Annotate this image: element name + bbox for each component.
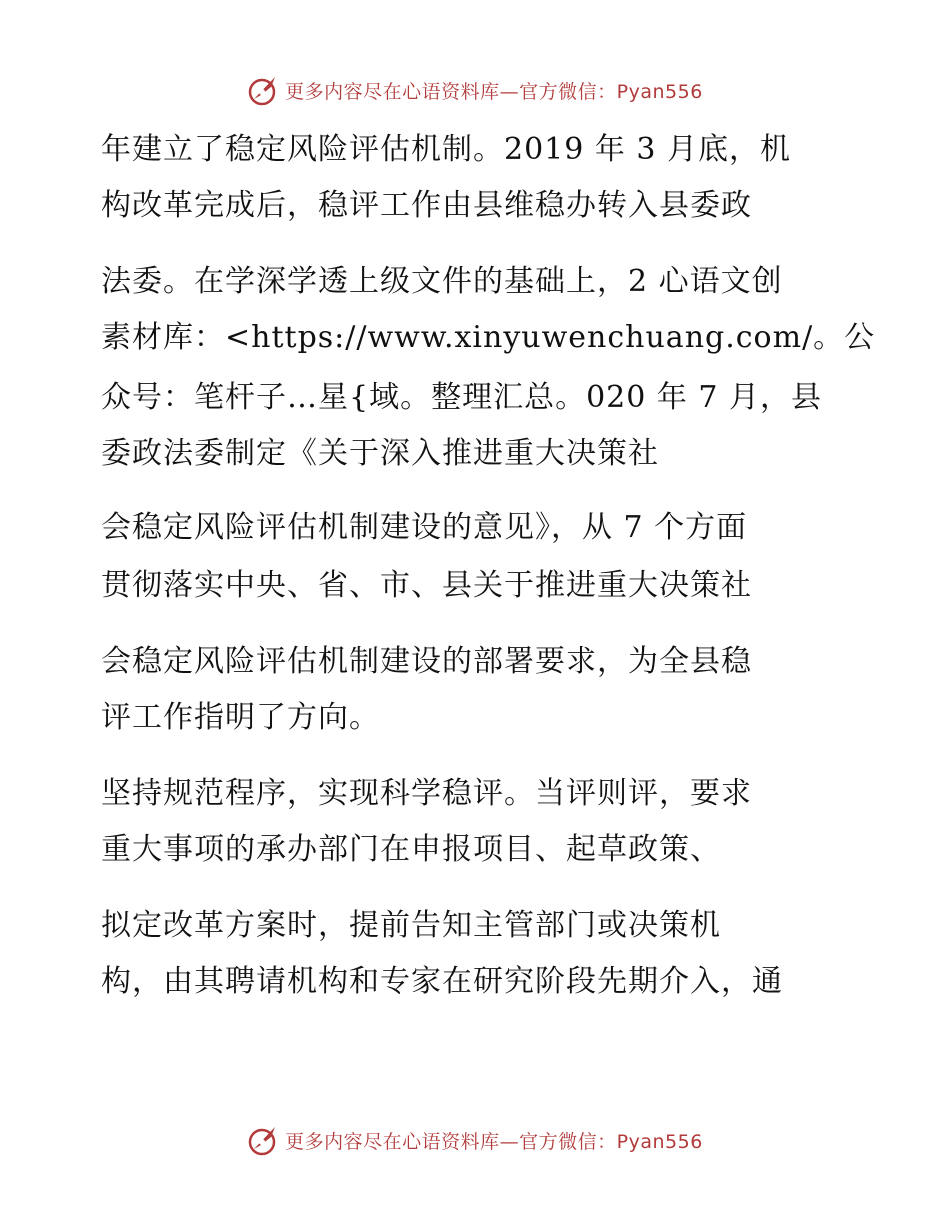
- body-line-10: 评工作指明了方向。: [101, 700, 380, 735]
- watermark-text: [285, 1127, 703, 1154]
- red-feather-logo-icon: [247, 1123, 281, 1157]
- watermark-account: Pyan556: [616, 80, 703, 103]
- body-line-6: 委政法委制定《关于深入推进重大决策社: [101, 436, 659, 471]
- body-line-4: 素材库：<https://www.xinyuwenchuang.com/。公: [101, 320, 876, 355]
- red-feather-logo-icon: [247, 73, 281, 107]
- watermark-prefix: 更多内容尽在心语资料库—官方微信：: [285, 1130, 617, 1153]
- body-line-3: 法委。在学深学透上级文件的基础上，2 心语文创: [101, 264, 783, 299]
- footer-watermark: [0, 1120, 950, 1160]
- watermark-prefix: 更多内容尽在心语资料库—官方微信：: [285, 80, 617, 103]
- watermark-account: Pyan556: [616, 1130, 703, 1153]
- body-line-5: 众号：笔杆子…星{域。整理汇总。020 年 7 月，县: [101, 380, 823, 415]
- body-line-8: 贯彻落实中央、省、市、县关于推进重大决策社: [101, 568, 752, 603]
- body-line-9: 会稳定风险评估机制建设的部署要求，为全县稳: [101, 644, 752, 679]
- body-line-1: 年建立了稳定风险评估机制。2019 年 3 月底，机: [101, 132, 792, 167]
- body-line-12: 重大事项的承办部门在申报项目、起草政策、: [101, 832, 721, 867]
- watermark-text: [285, 77, 703, 104]
- body-line-2: 构改革完成后，稳评工作由县维稳办转入县委政: [101, 188, 752, 223]
- header-watermark: [0, 70, 950, 110]
- body-line-11: 坚持规范程序，实现科学稳评。当评则评，要求: [101, 776, 752, 811]
- body-line-7: 会稳定风险评估机制建设的意见》，从 7 个方面: [101, 510, 748, 545]
- body-line-14: 构，由其聘请机构和专家在研究阶段先期介入，通: [101, 964, 783, 999]
- body-line-13: 拟定改革方案时，提前告知主管部门或决策机: [101, 908, 721, 943]
